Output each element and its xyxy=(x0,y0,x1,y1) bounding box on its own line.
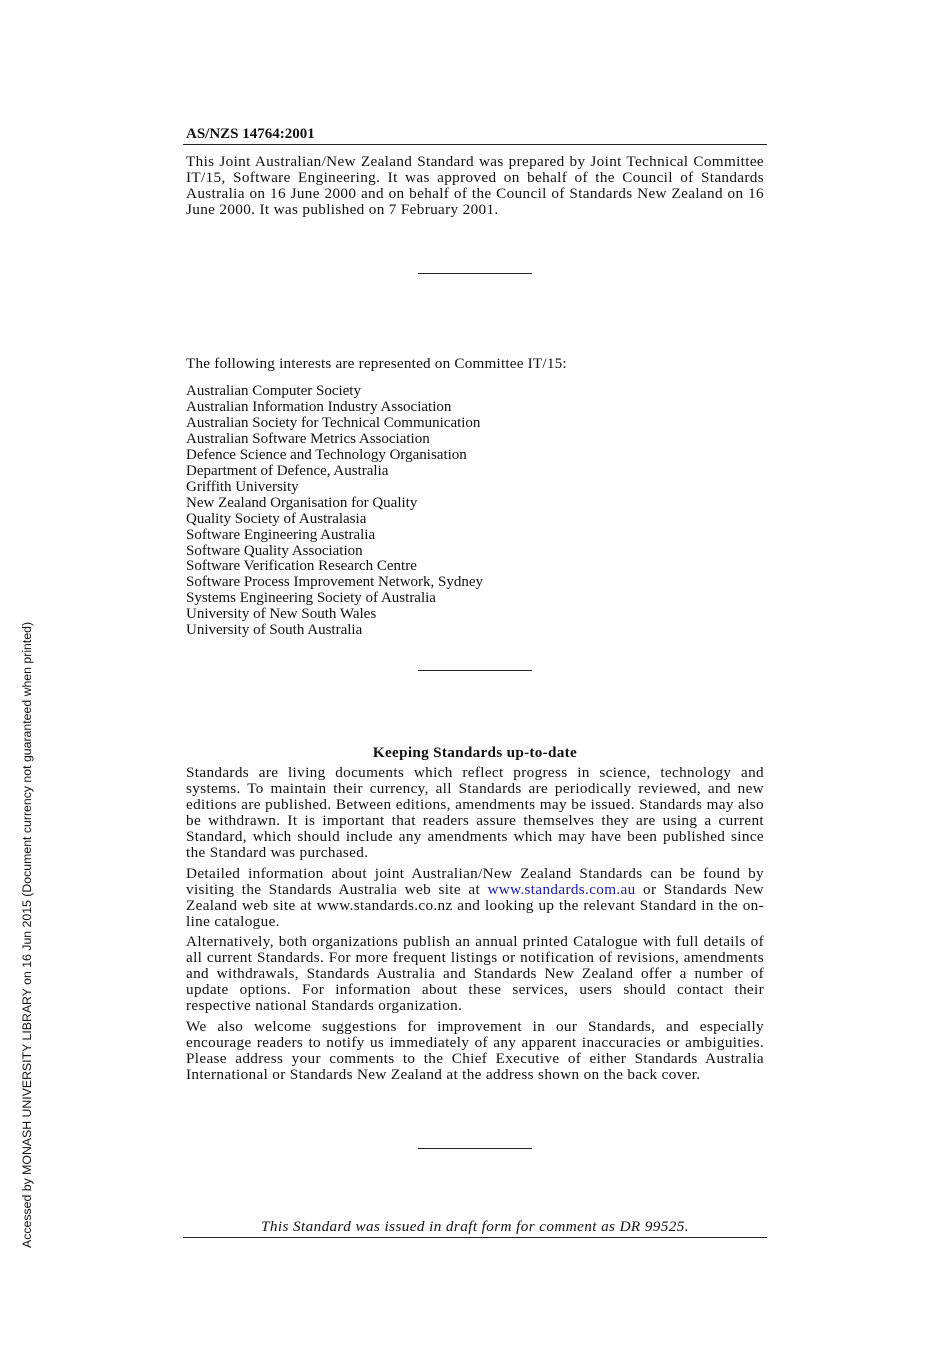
committee-member: University of South Australia xyxy=(186,622,363,639)
standard-number: AS/NZS 14764:2001 xyxy=(186,126,315,142)
keeping-standards-heading: Keeping Standards up-to-date xyxy=(372,744,578,761)
committee-member-list xyxy=(186,384,483,639)
committee-member: Software Verification Research Centre xyxy=(186,558,417,575)
paragraph-text: or Standards New Zealand web site at www.standards.co.nz and looking up the relevant Standard in the on-line catalogue. xyxy=(186,881,764,930)
committee-member: Australian Computer Society xyxy=(186,383,361,399)
draft-note: This Standard was issued in draft form for comment as DR 99525. xyxy=(261,1218,689,1235)
keeping-paragraph-4: We also welcome suggestions for improvement in our Standards, and especially encourage readers to notify us immediately of any apparent inaccuracies or ambiguities. Please address your comments to the Chief Executive of either Standards Australia International or Standards New Zealand at the address shown on the back cover. xyxy=(186,1018,764,1083)
committee-member: Australian Software Metrics Association xyxy=(186,430,430,447)
section-divider xyxy=(418,273,532,274)
section-divider xyxy=(418,1148,532,1149)
keeping-paragraph-3: Alternatively, both organizations publish an annual printed Catalogue with full details of all current Standards. For more frequent listings or notification of revisions, amendments and withdrawals, Standards Australia and Standards New Zealand offer a number of update options. For information about these services, users should contact their respective national Standards organization. xyxy=(186,933,764,1014)
access-stamp: Accessed by MONASH UNIVERSITY LIBRARY on 16 Jun 2015 (Document currency not guaranteed when printed) xyxy=(20,621,34,1248)
section-divider xyxy=(418,670,532,671)
committee-member: Australian Society for Technical Communication xyxy=(186,414,481,431)
preparation-statement: This Joint Australian/New Zealand Standard was prepared by Joint Technical Committee IT/15, Software Engineering. It was approved on behalf of the Council of Standards Australia on 16 June 2000 and on behalf of the Council of Standards New Zealand on 16 June 2000. It was published on 7 February 2001. xyxy=(186,153,764,218)
committee-member: Department of Defence, Australia xyxy=(186,462,389,479)
keeping-paragraph-2 xyxy=(186,866,764,930)
committee-member: Software Quality Association xyxy=(186,542,363,559)
committee-member: Software Process Improvement Network, Sydney xyxy=(186,574,484,591)
standards-australia-link[interactable]: www.standards.com.au xyxy=(487,881,636,898)
committee-intro: The following interests are represented on Committee IT/15: xyxy=(186,355,567,372)
committee-member: Defence Science and Technology Organisation xyxy=(186,446,467,463)
paragraph-text: Detailed information about joint Australian/New Zealand Standards can be found by visiting the Standards Australia web site at xyxy=(186,865,764,898)
header-rule xyxy=(183,144,767,145)
committee-member: Griffith University xyxy=(186,478,299,495)
committee-member: Systems Engineering Society of Australia xyxy=(186,590,436,607)
committee-member: University of New South Wales xyxy=(186,606,377,623)
footer-rule xyxy=(183,1237,767,1238)
committee-member: Australian Information Industry Association xyxy=(186,398,452,415)
committee-member: Quality Society of Australasia xyxy=(186,510,367,527)
committee-member: New Zealand Organisation for Quality xyxy=(186,494,418,511)
keeping-paragraph-1: Standards are living documents which reflect progress in science, technology and systems. To maintain their currency, all Standards are periodically reviewed, and new editions are published. Between editions, amendments may be issued. Standards may also be withdrawn. It is important that readers assure themselves they are using a current Standard, which should include any amendments which may have been published since the Standard was purchased. xyxy=(186,764,764,861)
committee-member: Software Engineering Australia xyxy=(186,526,376,543)
